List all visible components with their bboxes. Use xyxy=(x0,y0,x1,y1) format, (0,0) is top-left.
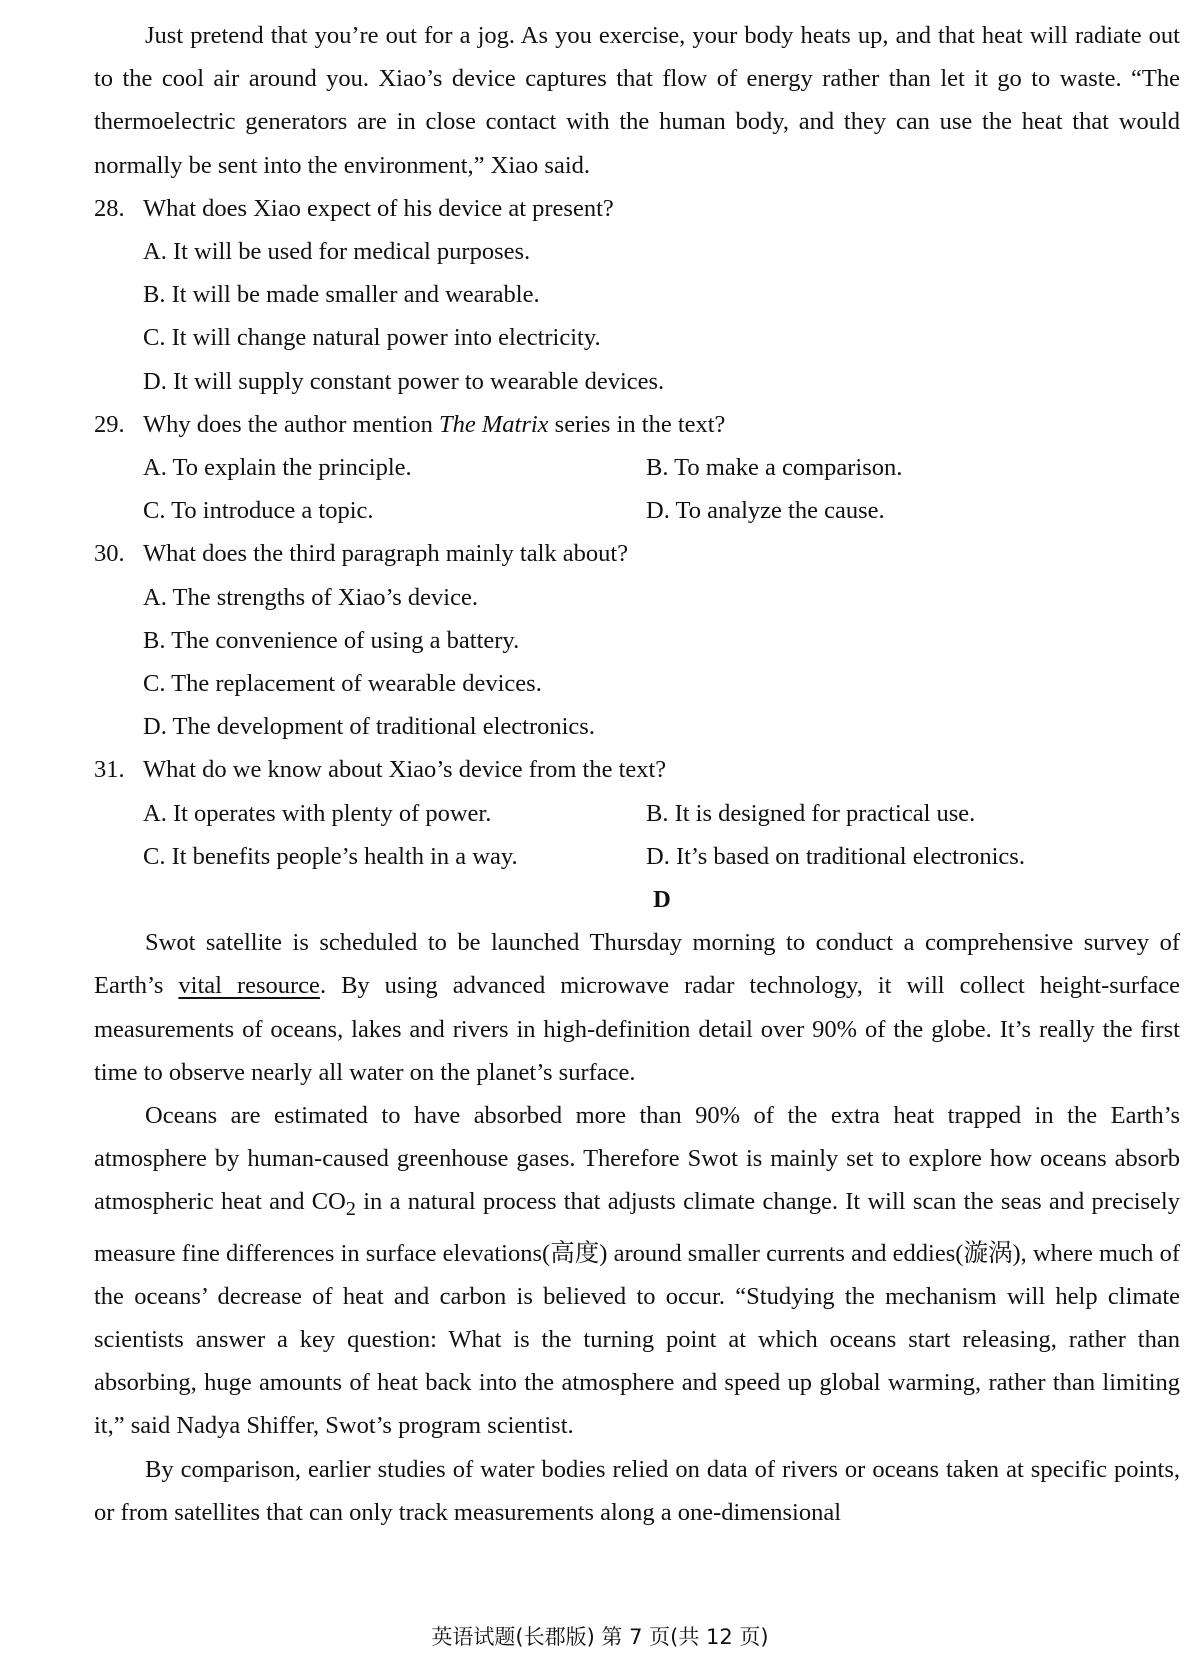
option-b: B. The convenience of using a battery. xyxy=(143,626,520,654)
passage-c-paragraph: Just pretend that you’re out for a jog. As you exercise, your body heats up, and that heat will radiate out to the cool air around you. Xiao’s device captures that flow of energy rather than let it go to waste. “The thermoelectric generators are in close contact with the human body, and they can use the heat that would normally be sent into the environment,” Xiao said. xyxy=(94,22,1180,179)
option-a: A. It operates with plenty of power. xyxy=(143,799,492,827)
passage-d-paragraph-1: Swot satellite is scheduled to be launched Thursday morning to conduct a comprehensive survey of Earth’s vital resource. By using advanced microwave radar technology, it will collect height-surface measurements of oceans, lakes and rivers in high-definition detail over 90% of the globe. It’s really the first time to observe nearly all water on the planet’s surface. xyxy=(94,929,1180,1086)
question-stem: What does Xiao expect of his device at present? xyxy=(143,194,614,222)
question-number: 29. xyxy=(94,410,125,438)
subscript: 2 xyxy=(345,1198,356,1221)
section-title: D xyxy=(653,886,671,914)
question-stem xyxy=(143,403,1180,446)
option-d: D. It’s based on traditional electronics. xyxy=(646,842,1025,870)
stem-italic-title: The Matrix xyxy=(438,410,549,438)
question-stem: What does the third paragraph mainly talk about? xyxy=(143,540,629,568)
stem-after: series in the text? xyxy=(548,410,726,438)
option-c: C. To introduce a topic. xyxy=(143,497,374,525)
question-28 xyxy=(94,187,1180,403)
option-d: D. The development of traditional electronics. xyxy=(143,713,595,741)
underlined-phrase: vital resource xyxy=(178,972,320,1000)
page-footer: 英语试题(长郡版) 第 7 页(共 12 页) xyxy=(431,1625,769,1649)
passage-d-paragraph-2: Oceans are estimated to have absorbed more than 90% of the extra heat trapped in the Earth’s atmosphere by human-caused greenhouse gases. Therefore Swot is mainly set to explore how oceans absorb atmospheric heat and $CO_2$ in a natural process that adjusts climate change. It will scan the seas and precisely measure fine differences in surface elevations(高度) around smaller currents and eddies(漩涡), where much of the oceans’ decrease of heat and carbon is believed to occur. “Studying the mechanism will help climate scientists answer a key question: What is the turning point at which oceans start releasing, rather than absorbing, huge amounts of heat back into the atmosphere and speed up global warming, rather than limiting it,” said Nadya Shiffer, Swot’s program scientist. xyxy=(94,1102,1180,1440)
passage-d-paragraph-3: By comparison, earlier studies of water bodies relied on data of rivers or oceans taken at specific points, or from satellites that can only track measurements along a one-dimensional xyxy=(94,1455,1180,1526)
question-31 xyxy=(94,748,1180,878)
option-c: C. It will change natural power into electricity. xyxy=(143,324,601,352)
question-29 xyxy=(94,403,1180,533)
exam-page xyxy=(94,14,1180,1534)
option-b: B. It is designed for practical use. xyxy=(646,799,976,827)
question-number: 31. xyxy=(94,756,125,784)
option-a: A. It will be used for medical purposes. xyxy=(143,238,531,266)
question-stem: What do we know about Xiao’s device from the text? xyxy=(143,756,667,784)
stem-before: Why does the author mention xyxy=(143,410,439,438)
option-a: A. To explain the principle. xyxy=(143,454,412,482)
question-30 xyxy=(94,532,1180,748)
option-c: C. It benefits people’s health in a way. xyxy=(143,842,518,870)
question-number: 28. xyxy=(94,194,125,222)
option-b: B. It will be made smaller and wearable. xyxy=(143,281,540,309)
option-d: D. It will supply constant power to wearable devices. xyxy=(143,367,665,395)
option-a: A. The strengths of Xiao’s device. xyxy=(143,583,478,611)
option-b: B. To make a comparison. xyxy=(646,454,903,482)
option-c: C. The replacement of wearable devices. xyxy=(143,670,542,698)
question-number: 30. xyxy=(94,540,125,568)
option-d: D. To analyze the cause. xyxy=(646,497,885,525)
